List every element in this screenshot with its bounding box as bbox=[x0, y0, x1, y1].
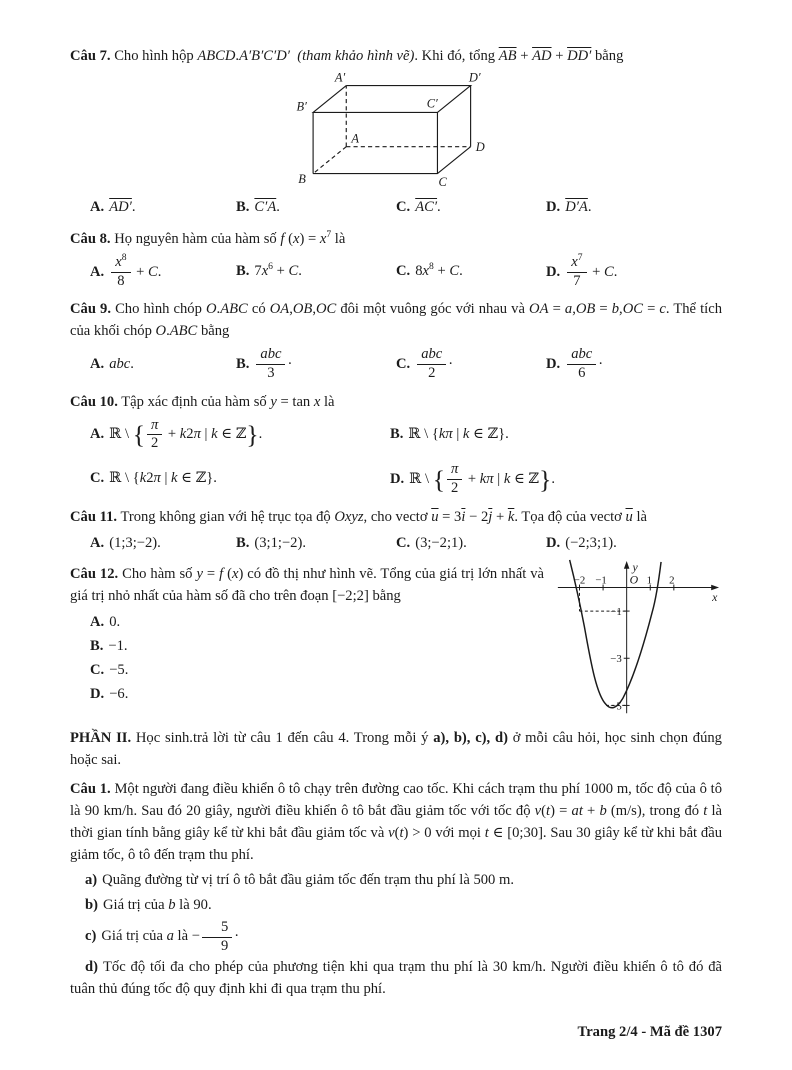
option-text: AD′. bbox=[109, 199, 136, 216]
origin-label: O bbox=[629, 572, 639, 587]
question-8-label: Câu 8. bbox=[70, 231, 111, 248]
question-9-option-d bbox=[546, 347, 722, 382]
vertex-label-d: D bbox=[475, 139, 485, 154]
option-key: C. bbox=[396, 355, 411, 372]
option-text: ℝ \ {k2π | k ∈ ℤ}. bbox=[109, 470, 217, 487]
option-text: (3;−2;1). bbox=[415, 534, 467, 551]
question-9-option-a bbox=[90, 354, 236, 376]
option-key: C. bbox=[396, 534, 411, 551]
question-12-text: Cho hàm số y = f (x) có đồ thị như hình vẽ. Tổng của giá trị lớn nhất và giá trị nhỏ nhất của hàm số đã cho trên đoạn [−2;2] bằng bbox=[70, 566, 545, 605]
y-tick-label: −5 bbox=[610, 700, 622, 713]
question-10-options bbox=[70, 418, 722, 497]
question-7-option-a bbox=[90, 197, 236, 219]
question-11-option-a bbox=[90, 533, 236, 555]
question-11-option-c bbox=[396, 533, 546, 555]
option-text: C′A. bbox=[254, 199, 280, 216]
option-key: C. bbox=[396, 199, 411, 216]
question-10-label: Câu 10. bbox=[70, 393, 118, 410]
question-12-option-c bbox=[70, 660, 544, 682]
part2-heading bbox=[70, 728, 722, 772]
x-tick-label: 1 bbox=[646, 574, 652, 587]
statement-text: Giá trị của b là 90. bbox=[102, 896, 212, 913]
option-key: A. bbox=[90, 199, 105, 216]
option-text: $\frac{x^8}{8}$ + C. bbox=[109, 264, 161, 280]
part2-question-1-label: Câu 1. bbox=[70, 781, 111, 798]
question-10-option-a bbox=[90, 418, 390, 453]
option-key: C. bbox=[90, 470, 105, 487]
parallelepiped-figure bbox=[282, 71, 510, 193]
statement-text: Quãng đường từ vị trí ô tô bắt đầu giảm tốc đến trạm thu phí là 500 m. bbox=[102, 871, 514, 888]
statement-key: a) bbox=[85, 871, 98, 888]
option-key: D. bbox=[546, 534, 561, 551]
page-number: Trang 2/4 - Mã đề 1307 bbox=[577, 1024, 722, 1041]
vertex-label-c: C bbox=[438, 174, 447, 189]
function-graph bbox=[550, 558, 722, 717]
vertex-label-a-prime: A′ bbox=[334, 70, 346, 85]
part2-instructions: Học sinh.trả lời từ câu 1 đến câu 4. Trong mỗi ý a), b), c), d) ở mỗi câu hỏi, học sinh chọn đúng hoặc sai. bbox=[70, 729, 722, 768]
question-10-text: Tập xác định của hàm số y = tan x là bbox=[121, 393, 335, 410]
question-7-label: Câu 7. bbox=[70, 48, 111, 64]
option-text: $\frac{\text{abc}}{2}$ · bbox=[415, 356, 453, 372]
question-9-statement bbox=[70, 299, 722, 343]
question-7-option-d bbox=[546, 197, 722, 219]
question-8-option-a bbox=[90, 252, 236, 290]
question-12-options bbox=[70, 612, 544, 706]
option-key: A. bbox=[90, 355, 105, 372]
x-tick-label: −2 bbox=[573, 574, 586, 587]
option-key: D. bbox=[546, 355, 561, 372]
y-tick-label: −3 bbox=[610, 653, 622, 666]
question-11-statement bbox=[70, 507, 722, 529]
option-key: A. bbox=[90, 614, 105, 631]
question-10-option-d bbox=[390, 462, 722, 497]
question-10-option-b bbox=[390, 424, 722, 446]
question-12-label: Câu 12. bbox=[70, 566, 119, 583]
option-key: B. bbox=[90, 638, 104, 655]
vertex-label-b: B bbox=[298, 171, 306, 186]
question-9-label: Câu 9. bbox=[70, 301, 111, 318]
part2-question-1-text: Một người đang điều khiển ô tô chạy trên đường cao tốc. Khi cách trạm thu phí 1000 m, tốc độ của ô tô là 90 km/h. Sau đó 20 giây, người điều khiển ô tô bắt đầu giảm tốc với tốc độ v(t) = at + b (m/s), trong đó t là thời gian tính bằng giây kể từ khi bắt đầu giảm tốc và v(t) > 0 với mọi t ∈ [0;30]. Sau 30 giây kể từ khi bắt đầu giảm tốc, ô tô đến trạm thu phí. bbox=[70, 781, 723, 864]
page-footer bbox=[70, 1008, 722, 1044]
option-text: −1. bbox=[108, 638, 128, 655]
option-key: D. bbox=[546, 199, 561, 216]
option-text: ℝ \ { $\frac{\pi}{2}$ + kπ | k ∈ ℤ}. bbox=[409, 461, 555, 496]
option-text: (1;3;−2). bbox=[109, 534, 161, 551]
question-8-option-d bbox=[546, 252, 722, 290]
box-hidden-edge bbox=[313, 147, 346, 174]
question-10 bbox=[70, 392, 722, 500]
question-11-option-b bbox=[236, 533, 396, 555]
option-text: ℝ \ { $\frac{\pi}{2}$ + k2π | k ∈ ℤ}. bbox=[109, 416, 263, 452]
option-text: (3;1;−2). bbox=[254, 534, 306, 551]
option-text: D′A. bbox=[565, 199, 592, 216]
option-key: B. bbox=[236, 355, 250, 372]
part2-question-1-statement bbox=[70, 779, 722, 867]
option-text: ℝ \ {kπ | k ∈ ℤ}. bbox=[408, 425, 509, 442]
option-text: $\frac{\text{abc}}{6}$ · bbox=[565, 356, 603, 372]
question-9-options bbox=[70, 347, 722, 382]
question-12-figure bbox=[550, 558, 722, 717]
option-key: C. bbox=[396, 263, 411, 280]
statement-d bbox=[70, 957, 722, 1001]
statement-text: Tốc độ tối đa cho phép của phương tiện khi qua trạm thu phí là 30 km/h. Người điều khiển ô tô đó đã tuân thủ đúng tốc độ quy định khi đi qua trạm thu phí. bbox=[70, 959, 722, 998]
question-7-options bbox=[70, 197, 722, 219]
question-8-text: Họ nguyên hàm của hàm số f $(x) = x^7$ là bbox=[114, 229, 346, 248]
question-9-option-c bbox=[396, 347, 546, 382]
question-8-option-b bbox=[236, 261, 396, 283]
option-key: D. bbox=[546, 263, 561, 280]
option-key: B. bbox=[236, 199, 250, 216]
option-text: abc. bbox=[109, 355, 134, 372]
option-key: B. bbox=[236, 534, 250, 551]
question-12-option-a bbox=[70, 612, 544, 634]
part2-question-1 bbox=[70, 779, 722, 1001]
question-8-statement bbox=[70, 229, 722, 251]
question-7-option-b bbox=[236, 197, 396, 219]
option-text: −6. bbox=[109, 685, 129, 702]
question-10-option-c bbox=[90, 468, 390, 490]
question-11-option-d bbox=[546, 533, 722, 555]
statement-b bbox=[70, 895, 722, 917]
question-9-text: Cho hình chóp O.ABC có OA,OB,OC đôi một vuông góc với nhau và OA = a,OB = b,OC = c. Thể tích của khối chóp O.ABC bằng bbox=[70, 301, 723, 340]
question-11-label: Câu 11. bbox=[70, 508, 118, 525]
question-12-option-d bbox=[70, 684, 544, 706]
option-text: $7x^6 + C$. bbox=[254, 261, 302, 280]
question-12-option-b bbox=[70, 636, 544, 658]
box-top-face bbox=[313, 85, 471, 112]
vertex-label-c-prime: C′ bbox=[426, 96, 438, 111]
option-text: $8x^8 + C$. bbox=[415, 261, 463, 280]
option-text: 0. bbox=[109, 614, 121, 631]
question-8 bbox=[70, 229, 722, 292]
y-tick-label: −1 bbox=[610, 606, 622, 619]
option-text: (−2;3;1). bbox=[565, 534, 617, 551]
option-key: A. bbox=[90, 426, 105, 443]
question-9-option-b bbox=[236, 347, 396, 382]
axis-label-y: y bbox=[632, 560, 638, 575]
option-key: D. bbox=[390, 470, 405, 487]
question-7 bbox=[70, 46, 722, 222]
option-key: B. bbox=[236, 263, 250, 280]
part2-intro-text bbox=[70, 728, 722, 772]
option-text: AC′. bbox=[415, 199, 441, 216]
question-7-option-c bbox=[396, 197, 546, 219]
question-11-text: Trong không gian với hệ trục tọa độ Oxyz, cho vectơ $\overline{u} = 3\overline{i} - 2\overline{j} + \overline{k}$. Tọa độ của vectơ $\overline{u}$ là bbox=[120, 508, 647, 525]
statement-key: b) bbox=[85, 896, 98, 913]
question-9 bbox=[70, 299, 722, 384]
option-key: A. bbox=[90, 263, 105, 280]
x-tick-label: −1 bbox=[595, 574, 607, 587]
axis-label-x: x bbox=[712, 590, 718, 605]
question-8-option-c bbox=[396, 261, 546, 283]
question-11-options bbox=[70, 533, 722, 555]
question-12-statement bbox=[70, 564, 544, 608]
statement-text: Giá trị của a là − $\frac{5}{9}$ · bbox=[101, 918, 240, 954]
question-10-statement bbox=[70, 392, 722, 414]
option-key: A. bbox=[90, 534, 105, 551]
option-key: B. bbox=[390, 425, 404, 442]
box-bottom-front bbox=[313, 147, 471, 174]
part2-label: PHẦN II. bbox=[70, 729, 132, 746]
vertex-label-b-prime: B′ bbox=[296, 99, 307, 114]
statement-c bbox=[70, 920, 722, 955]
question-7-statement bbox=[70, 46, 722, 68]
statement-key: c) bbox=[85, 928, 97, 945]
question-12 bbox=[70, 560, 722, 717]
option-text: $\frac{\text{abc}}{3}$ · bbox=[254, 356, 292, 372]
question-8-options bbox=[70, 252, 722, 290]
y-axis-arrow bbox=[624, 561, 630, 569]
option-key: D. bbox=[90, 685, 105, 702]
option-key: C. bbox=[90, 661, 105, 678]
vertex-label-d-prime: D′ bbox=[468, 70, 481, 85]
option-text: −5. bbox=[109, 661, 129, 678]
option-text: $\frac{x^7}{7}$ + C. bbox=[565, 264, 617, 280]
statement-key: d) bbox=[85, 959, 98, 976]
statement-a bbox=[70, 870, 722, 892]
question-11 bbox=[70, 507, 722, 558]
x-tick-label: 2 bbox=[669, 574, 675, 587]
vertex-label-a: A bbox=[351, 131, 360, 146]
question-7-text: Cho hình hộp ABCD.A′B′C′D′ (tham khảo hình vẽ). Khi đó, tổng $\overline{AB} + \overline{AD} + DD'$ bằng bbox=[114, 48, 624, 64]
question-7-figure bbox=[282, 71, 510, 193]
